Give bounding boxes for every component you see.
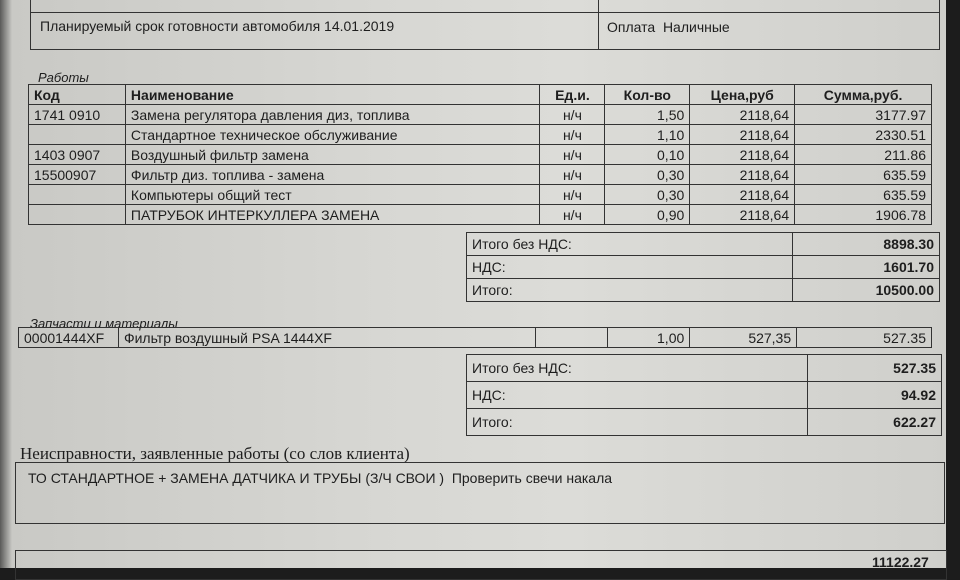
work-unit: н/ч: [540, 205, 605, 225]
col-header-price: Цена,руб: [690, 85, 795, 105]
total-label: Итого:: [467, 409, 808, 436]
col-header-name: Наименование: [125, 85, 540, 105]
col-header-sum: Сумма,руб.: [795, 85, 932, 105]
work-qty: 0,30: [605, 165, 690, 185]
ready-date: Планируемый срок готовности автомобиля 14.01.2019: [40, 18, 395, 34]
work-qty: 1,50: [605, 105, 690, 125]
total-label: Итого без НДС:: [467, 355, 808, 382]
work-unit: н/ч: [540, 165, 605, 185]
work-sum: 1906.78: [795, 205, 932, 225]
grand-total-value: 11122.27: [872, 554, 929, 570]
work-code: 15500907: [29, 165, 126, 185]
work-price: 2118,64: [690, 205, 795, 225]
work-sum: 3177.97: [795, 105, 932, 125]
work-qty: 1,10: [605, 125, 690, 145]
work-code: [29, 205, 126, 225]
parts-totals: [466, 354, 942, 436]
work-qty: 0,90: [605, 205, 690, 225]
total-label: НДС:: [467, 256, 793, 279]
total-label: НДС:: [467, 382, 808, 409]
table-header-row: [29, 85, 932, 105]
works-table: [28, 84, 932, 225]
work-unit: н/ч: [540, 145, 605, 165]
work-code: 1403 0907: [29, 145, 126, 165]
works-section-label: Работы: [38, 70, 89, 85]
work-sum: 211.86: [795, 145, 932, 165]
table-row: [29, 145, 932, 165]
part-qty: 1,00: [608, 328, 690, 348]
part-price: 527,35: [690, 328, 797, 348]
total-value: 1601.70: [793, 256, 940, 279]
part-sum: 527.35: [797, 328, 932, 348]
work-name: Компьютеры общий тест: [125, 185, 540, 205]
table-row: [29, 205, 932, 225]
totals-row: [467, 233, 940, 256]
total-value: 622.27: [808, 409, 942, 436]
total-value: 10500.00: [793, 279, 940, 302]
complaints-label: Неисправности, заявленные работы (со слов клиента): [20, 444, 410, 463]
work-price: 2118,64: [690, 185, 795, 205]
parts-section-label: Запчасти и материалы: [30, 316, 178, 331]
work-sum: 635.59: [795, 185, 932, 205]
work-name: Воздушный фильтр замена: [125, 145, 540, 165]
table-row: [29, 165, 932, 185]
payment-method: Оплата Наличные: [607, 19, 730, 35]
part-unit: [535, 328, 608, 348]
work-price: 2118,64: [690, 105, 795, 125]
total-value: 94.92: [808, 382, 942, 409]
work-unit: н/ч: [540, 185, 605, 205]
part-name: Фильтр воздушный PSA 1444XF: [118, 328, 535, 348]
work-unit: н/ч: [540, 125, 605, 145]
table-row: [19, 328, 932, 348]
totals-row: [467, 409, 942, 436]
col-header-code: Код: [29, 85, 126, 105]
work-qty: 0,30: [605, 185, 690, 205]
total-label: Итого без НДС:: [467, 233, 793, 256]
total-label: Итого:: [467, 279, 793, 302]
table-row: [29, 185, 932, 205]
works-totals: [466, 232, 940, 302]
col-header-unit: Ед.и.: [540, 85, 605, 105]
part-code: 00001444XF: [19, 328, 119, 348]
totals-row: [467, 382, 942, 409]
work-name: Замена регулятора давления диз, топлива: [125, 105, 540, 125]
totals-row: [467, 256, 940, 279]
total-value: 8898.30: [793, 233, 940, 256]
work-name: ПАТРУБОК ИНТЕРКУЛЛЕРА ЗАМЕНА: [125, 205, 540, 225]
complaints-text: ТО СТАНДАРТНОЕ + ЗАМЕНА ДАТЧИКА И ТРУБЫ (З/Ч СВОИ ) Проверить свечи накала: [28, 470, 613, 486]
work-name: Стандартное техническое обслуживание: [125, 125, 540, 145]
work-code: 1741 0910: [29, 105, 126, 125]
header-divider: [30, 12, 940, 13]
total-value: 527.35: [808, 355, 942, 382]
table-row: [29, 105, 932, 125]
work-unit: н/ч: [540, 105, 605, 125]
parts-table: [18, 327, 932, 348]
col-header-qty: Кол-во: [605, 85, 690, 105]
work-price: 2118,64: [690, 145, 795, 165]
work-price: 2118,64: [690, 165, 795, 185]
work-name: Фильтр диз. топлива - замена: [125, 165, 540, 185]
table-row: [29, 125, 932, 145]
work-code: [29, 185, 126, 205]
work-sum: 2330.51: [795, 125, 932, 145]
work-qty: 0,10: [605, 145, 690, 165]
work-sum: 635.59: [795, 165, 932, 185]
totals-row: [467, 355, 942, 382]
totals-row: [467, 279, 940, 302]
work-price: 2118,64: [690, 125, 795, 145]
work-code: [29, 125, 126, 145]
grand-total-box: [15, 550, 947, 580]
header-col-divider: [598, 0, 599, 50]
